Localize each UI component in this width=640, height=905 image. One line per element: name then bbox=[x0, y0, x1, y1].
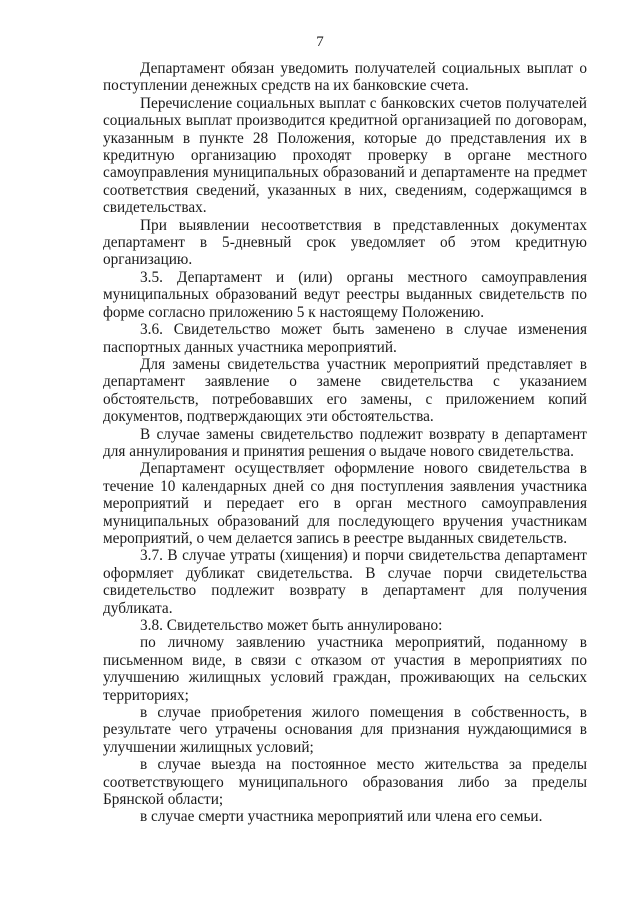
list-item-death: в случае смерти участника мероприятий или члена его семьи. bbox=[140, 808, 543, 826]
paragraph-transfer: Перечисление социальных выплат с банковских счетов получателей социальных выплат производится кредитной организацией по договорам, указанным в пункте 28 Положения, которые до представления их в кредитную организацию проходят проверку в органе местного самоуправления муниципальных образований и департаменте на предмет соответствия сведений, указанных в них, сведениям, содержащимся в свидетельствах. bbox=[103, 94, 587, 217]
paragraph-replacement-return: В случае замены свидетельство подлежит возврату в департамент для аннулирования и принятия решения о выдаче нового свидетельства. bbox=[103, 425, 587, 460]
paragraph-3-6: 3.6. Свидетельство может быть заменено в случае изменения паспортных данных участника мероприятий. bbox=[103, 321, 587, 356]
list-item-property-acquisition: в случае приобретения жилого помещения в собственность, в результате чего утрачены основания для признания нуждающимися в улучшении жилищных условий; bbox=[103, 704, 587, 756]
paragraph-3-5: 3.5. Департамент и (или) органы местного самоуправления муниципальных образований ведут реестры выданных свидетельств по форме согласно приложению 5 к настоящему Положению. bbox=[103, 268, 587, 321]
document-body bbox=[103, 60, 587, 826]
paragraph-replacement-request: Для замены свидетельства участник мероприятий представляет в департамент заявление о замене свидетельства с указанием обстоятельств, потребовавших его замены, с приложением копий документов, подтверждающих эти обстоятельства. bbox=[103, 355, 587, 426]
paragraph-new-certificate: Департамент осуществляет оформление нового свидетельства в течение 10 календарных дней со дня поступления заявления участника мероприятий и передает его в орган местного самоуправления муниципальных образований для последующего вручения участникам мероприятий, о чем делается запись в реестре выданных свидетельств. bbox=[103, 460, 587, 547]
list-item-relocation: в случае выезда на постоянное место жительства за пределы соответствующего муниципального образования либо за пределы Брянской области; bbox=[103, 756, 587, 809]
page-number: 7 bbox=[316, 34, 324, 50]
paragraph-3-8: 3.8. Свидетельство может быть аннулировано: bbox=[140, 617, 443, 634]
paragraph-notification: Департамент обязан уведомить получателей социальных выплат о поступлении денежных средств на их банковские счета. bbox=[103, 60, 587, 95]
paragraph-3-7: 3.7. В случае утраты (хищения) и порчи свидетельства департамент оформляет дубликат свидетельства. В случае порчи свидетельства свидетельство подлежит возврату в департамент для получения дубликата. bbox=[103, 547, 587, 617]
list-item-personal-application: по личному заявлению участника мероприятий, поданному в письменном виде, в связи с отказом от участия в мероприятиях по улучшению жилищных условий граждан, проживающих на сельских территориях; bbox=[103, 634, 587, 704]
paragraph-mismatch: При выявлении несоответствия в представленных документах департамент в 5-дневный срок уведомляет об этом кредитную организацию. bbox=[103, 216, 587, 269]
